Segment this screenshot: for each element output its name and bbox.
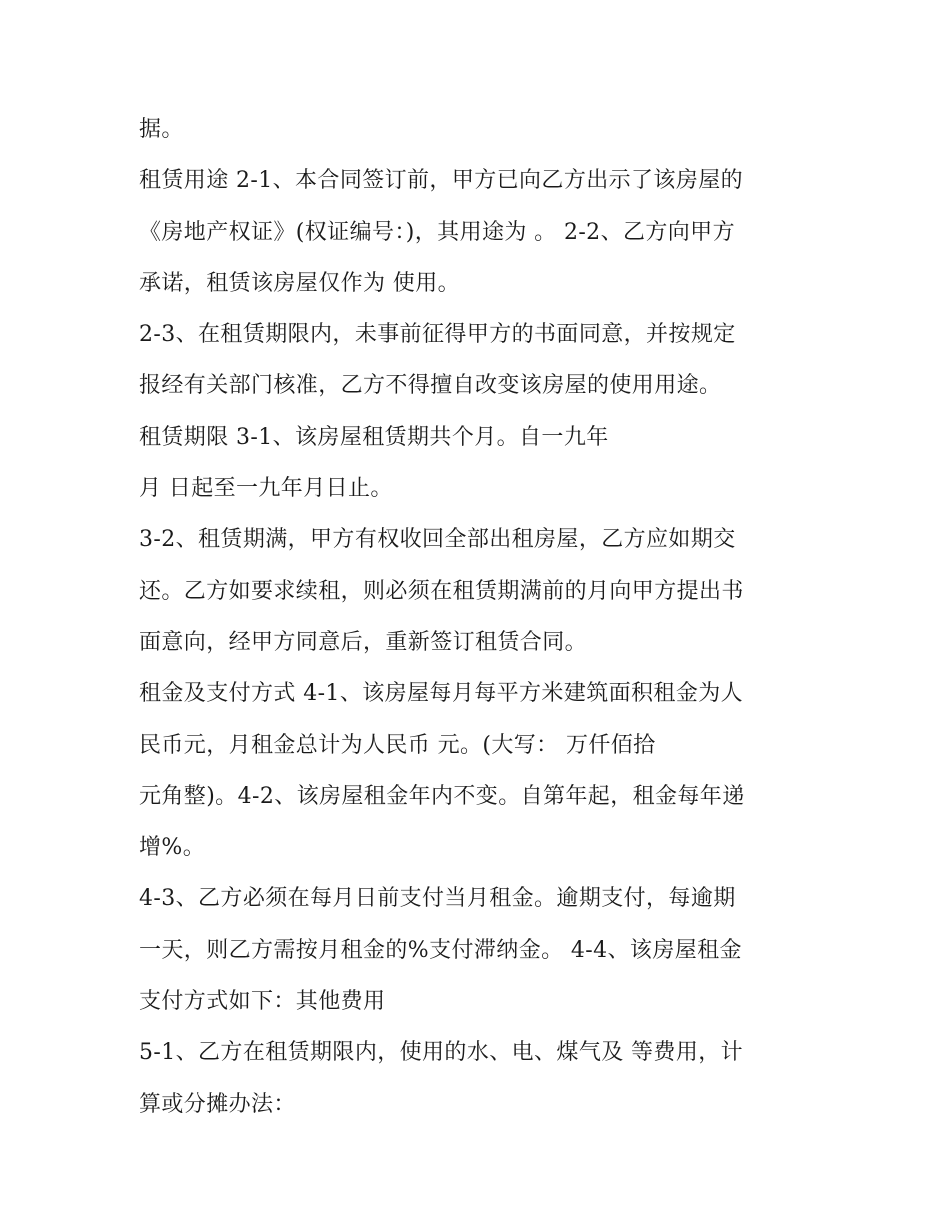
document-line: 4-3、乙方必须在每月日前支付当月租金。逾期支付，每逾期 — [139, 886, 736, 912]
document-line: 2-3、在租赁期限内，未事前征得甲方的书面同意，并按规定 — [139, 322, 736, 348]
document-line: 租赁用途 2-1、本合同签订前，甲方已向乙方出示了该房屋的 — [139, 168, 744, 194]
document-line: 《房地产权证》(权证编号：)，其用途为 。 2-2、乙方向甲方 — [139, 219, 735, 245]
document-line: 民币元，月租金总计为人民币 元。(大写： 万仟佰拾 — [139, 732, 656, 758]
document-line: 算或分摊办法： — [139, 1091, 296, 1117]
document-line: 5-1、乙方在租赁期限内，使用的水、电、煤气及 等费用，计 — [139, 1040, 744, 1066]
document-line: 承诺，租赁该房屋仅作为 使用。 — [139, 270, 460, 296]
document-line: 租赁期限 3-1、该房屋租赁期共个月。自一九年 — [139, 424, 609, 450]
document-line: 元角整)。4-2、该房屋租金年内不变。自第年起，租金每年递 — [139, 783, 745, 809]
document-line: 报经有关部门核准，乙方不得擅自改变该房屋的使用用途。 — [139, 373, 722, 399]
document-line: 一天，则乙方需按月租金的%支付滞纳金。 4-4、该房屋租金 — [139, 937, 742, 963]
document-line: 3-2、租赁期满，甲方有权收回全部出租房屋，乙方应如期交 — [139, 527, 736, 553]
document-line: 面意向，经甲方同意后，重新签订租赁合同。 — [139, 629, 588, 655]
document-line: 据。 — [139, 117, 184, 142]
document-body — [139, 104, 839, 1130]
document-line: 增%。 — [139, 835, 206, 861]
document-line: 月 日起至一九年月日止。 — [139, 476, 393, 502]
document-line: 租金及支付方式 4-1、该房屋每月每平方米建筑面积租金为人 — [139, 681, 744, 707]
document-line: 还。乙方如要求续租，则必须在租赁期满前的月向甲方提出书 — [139, 578, 744, 604]
document-line: 支付方式如下：其他费用 — [139, 989, 386, 1015]
